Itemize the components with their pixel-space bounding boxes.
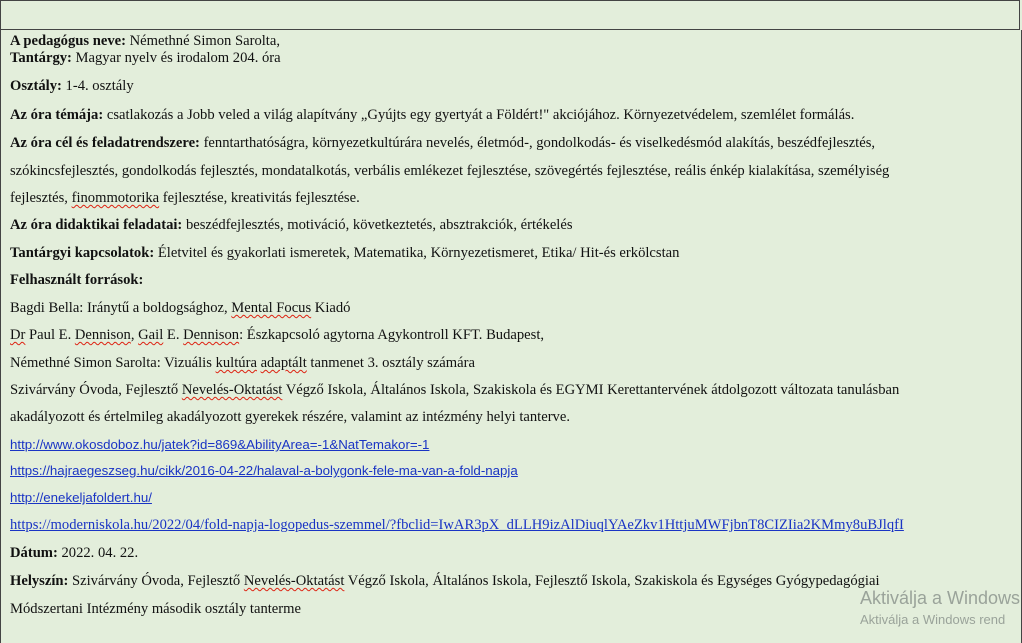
source-2: Dr Paul E. Dennison, Gail E. Dennison: Észkapcsoló agytorna Agykontroll KFT. Budapest, bbox=[10, 327, 545, 343]
document-body bbox=[0, 30, 1022, 643]
didactic-line: Az óra didaktikai feladatai: beszédfejlesztés, motiváció, következtetés, absztrakciók, értékelés bbox=[10, 217, 573, 233]
goals-line-1: Az óra cél és feladatrendszere: fenntarthatóságra, környezetkultúrára nevelés, életmód-, gondolkodás- és viselkedésmód alakítás, beszédfejlesztés, bbox=[10, 135, 876, 151]
date-line: Dátum: 2022. 04. 22. bbox=[10, 545, 139, 561]
link-moderniskola[interactable]: https://moderniskola.hu/2022/04/fold-napja-logopedus-szemmel/?fbclid=IwAR3pX_dLLH9izAlDiuqlYAeZkv1HttjuMWFjbnT8CIZIia2KMmy8uBJlqfI bbox=[10, 517, 904, 533]
place-line-1: Helyszín: Szivárvány Óvoda, Fejlesztő Nevelés-Oktatást Végző Iskola, Általános Iskola, Fejlesztő Iskola, Szakiskola és Egységes Gyógypedagógiai bbox=[10, 573, 880, 589]
link-okosdoboz[interactable]: http://www.okosdoboz.hu/jatek?id=869&AbilityArea=-1&NatTemakor=-1 bbox=[10, 437, 430, 452]
source-1: Bagdi Bella: Iránytű a boldogsághoz, Mental Focus Kiadó bbox=[10, 300, 351, 316]
goals-line-3: fejlesztés, finommotorika fejlesztése, kreativitás fejlesztése. bbox=[10, 190, 360, 206]
link-enekeljafoldert[interactable]: http://enekeljafoldert.hu/ bbox=[10, 490, 152, 505]
teacher-line: A pedagógus neve: Némethné Simon Sarolta, bbox=[10, 33, 280, 49]
source-4: Szivárvány Óvoda, Fejlesztő Nevelés-Oktatást Végző Iskola, Általános Iskola, Szakiskola és EGYMI Kerettantervének átdolgozott változata tanulásban bbox=[10, 382, 900, 398]
goals-line-2: szókincsfejlesztés, gondolkodás fejlesztés, mondatalkotás, verbális emlékezet fejlesztése, szövegértés fejlesztése, reális énkép kialakítása, személyiség bbox=[10, 163, 890, 179]
link-hajraegeszseg[interactable]: https://hajraegeszseg.hu/cikk/2016-04-22/halaval-a-bolygonk-fele-ma-van-a-fold-napja bbox=[10, 463, 518, 478]
place-line-2: Módszertani Intézmény második osztály tanterme bbox=[10, 601, 301, 617]
class-line: Osztály: 1-4. osztály bbox=[10, 78, 134, 94]
source-5: akadályozott és értelmileg akadályozott gyerekek részére, valamint az intézmény helyi tanterve. bbox=[10, 409, 570, 425]
windows-activation-watermark: Aktiválja a Windows Aktiválja a Windows rend bbox=[860, 588, 1021, 627]
sources-heading: Felhasznált források: bbox=[10, 272, 144, 288]
header-cell bbox=[0, 0, 1020, 30]
source-3: Némethné Simon Sarolta: Vizuális kultúra adaptált tanmenet 3. osztály számára bbox=[10, 355, 475, 371]
topic-line: Az óra témája: csatlakozás a Jobb veled a világ alapítvány „Gyújts egy gyertyát a Földért!" akciójához. Környezetvédelem, szemlélet formálás. bbox=[10, 107, 855, 123]
relations-line: Tantárgyi kapcsolatok: Életvitel és gyakorlati ismeretek, Matematika, Környezetismeret, Etika/ Hit-és erkölcstan bbox=[10, 245, 680, 261]
subject-line: Tantárgy: Magyar nyelv és irodalom 204. óra bbox=[10, 50, 281, 66]
